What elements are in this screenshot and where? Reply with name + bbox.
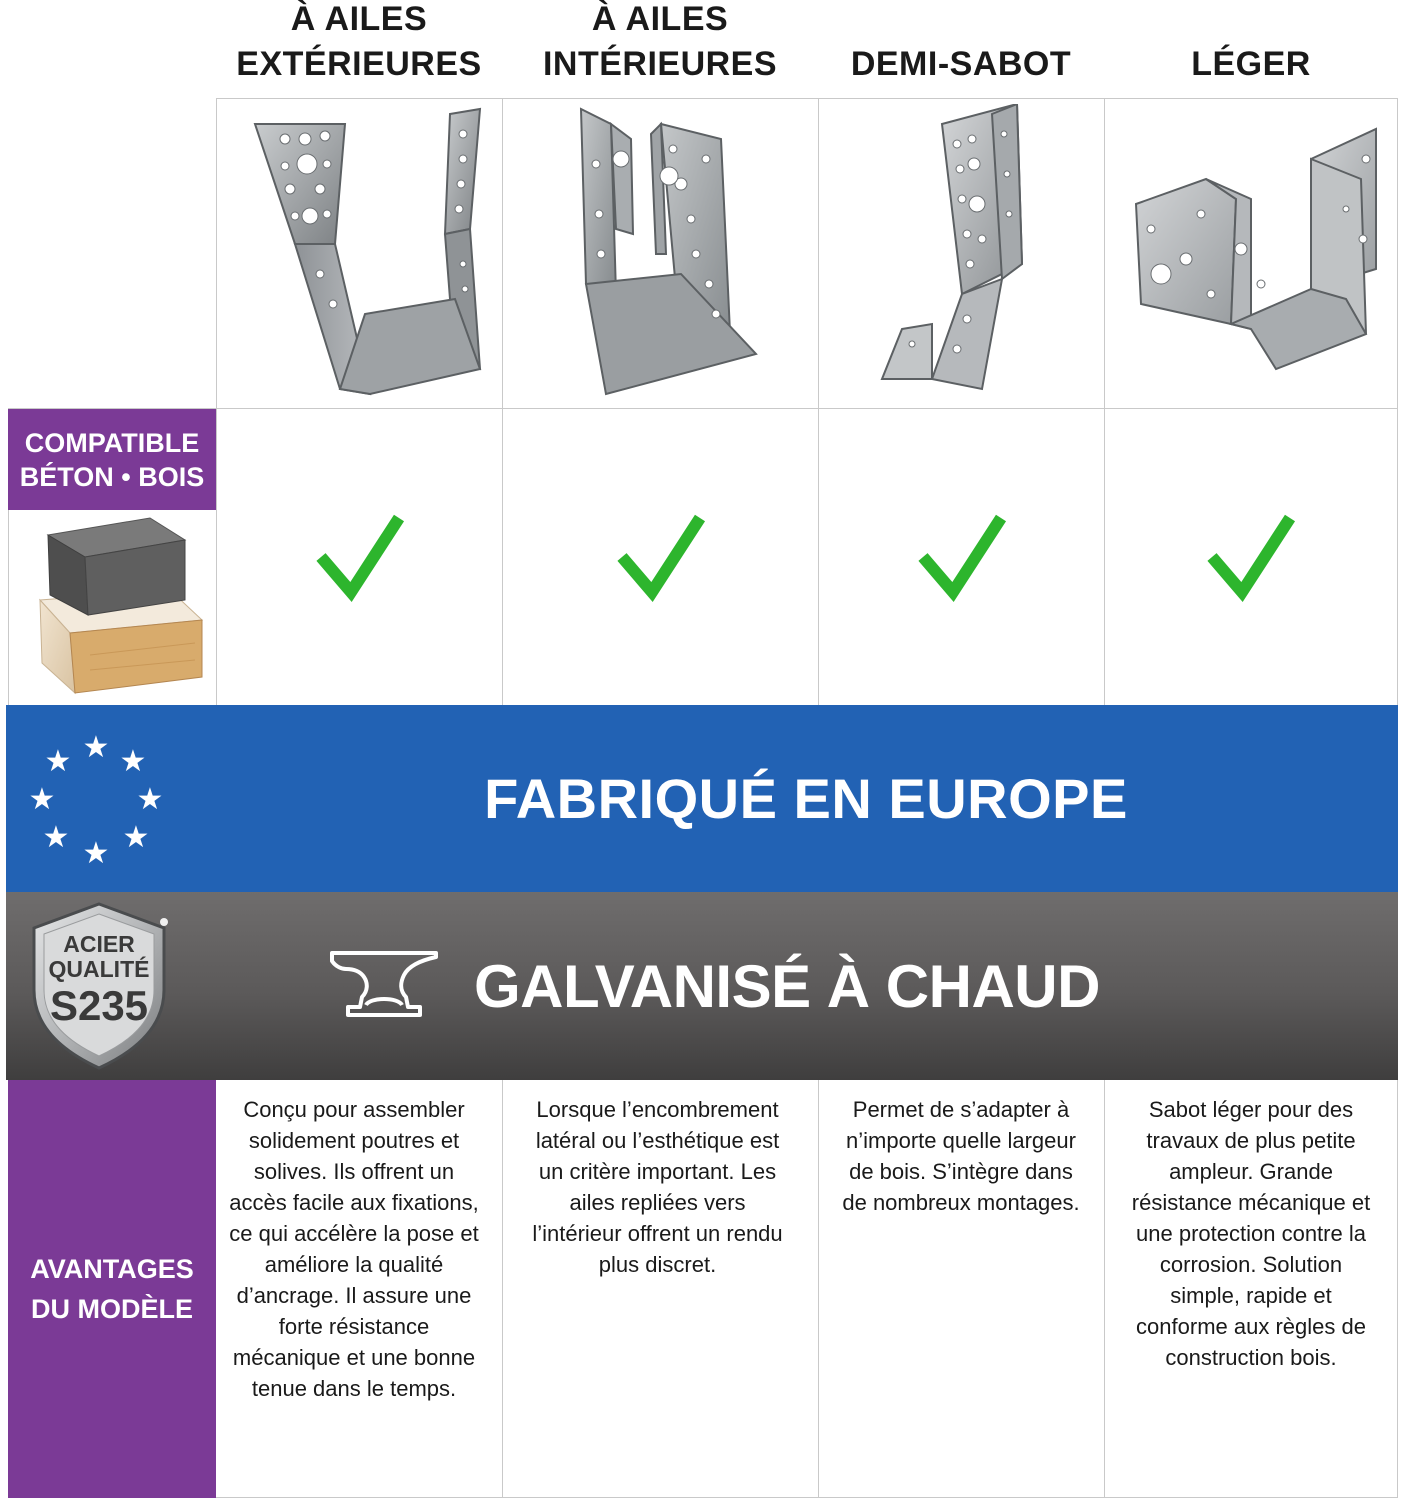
- concrete-and-wood-icon: [30, 515, 210, 700]
- column-header-demi-sabot: [818, 0, 1104, 95]
- check-icon: [1206, 512, 1296, 602]
- check-cell-exterieures: [217, 409, 502, 705]
- column-title: DEMI-SABOT: [850, 45, 1072, 83]
- grid-line: [818, 1080, 819, 1498]
- column-header-exterieures: [216, 0, 502, 95]
- product-image-leger: [1105, 99, 1397, 408]
- check-cell-demi-sabot: [819, 409, 1104, 705]
- check-icon: [917, 512, 1007, 602]
- svg-text:★: ★: [28, 782, 56, 817]
- description-leger: Sabot léger pour des travaux de plus petite ampleur. Grande résistance mécanique et une protection contre la corrosion. Solution simple, rapide et conforme aux règles de construction bois.: [1131, 1097, 1371, 1370]
- galvanise-banner: [6, 892, 1398, 1080]
- check-icon: [616, 512, 706, 602]
- svg-text:★: ★: [122, 820, 150, 855]
- light-hanger-icon: [1121, 119, 1381, 389]
- description-exterieures: Conçu pour assembler solidement poutres et solives. Ils offrent un accès facile aux fixations, ce qui accélère la pose et améliore la qualité d’ancrage. Il assure une forte résistance mécanique et une bonne tenue dans le temps.: [229, 1097, 479, 1401]
- galvanise-title: GALVANISÉ À CHAUD: [474, 952, 1100, 1020]
- description-interieures: Lorsque l’encombrement latéral ou l’esthétique est un critère important. Les ailes repliées vers l’intérieur offrent un rendu plus discret.: [532, 1097, 783, 1277]
- compat-label: [8, 409, 216, 510]
- avantages-line-2: DU MODÈLE: [31, 1294, 193, 1324]
- grid-line: [1397, 1080, 1398, 1498]
- compat-line-2: BÉTON • BOIS: [19, 461, 205, 492]
- avantages-line-1: AVANTAGES: [30, 1254, 194, 1284]
- check-icon: [315, 512, 405, 602]
- svg-text:★: ★: [42, 820, 70, 855]
- avantages-label: [8, 1080, 216, 1498]
- half-hanger-icon: [862, 104, 1062, 404]
- exterior-wing-hanger-icon: [235, 104, 485, 404]
- svg-text:★: ★: [82, 730, 110, 765]
- grid-line: [1397, 98, 1398, 705]
- check-cell-leger: [1105, 409, 1397, 705]
- product-image-exterieures: [217, 99, 502, 408]
- svg-text:★: ★: [136, 782, 164, 817]
- column-title: LÉGER: [1191, 45, 1311, 83]
- grid-line: [1104, 1080, 1105, 1498]
- badge-line-3: S235: [49, 982, 149, 1029]
- badge-line-1: ACIER: [63, 931, 135, 957]
- description-demi-sabot: Permet de s’adapter à n’importe quelle largeur de bois. S’intègre dans de nombreux montages.: [842, 1097, 1080, 1215]
- interior-wing-hanger-icon: [561, 104, 761, 404]
- column-header-interieures: [502, 0, 818, 95]
- eu-stars-icon: [26, 727, 166, 867]
- anvil-icon: [328, 947, 440, 1019]
- product-image-demi-sabot: [819, 99, 1104, 408]
- column-title: À AILES EXTÉRIEURES: [236, 0, 482, 83]
- europe-title: FABRIQUÉ EN EUROPE: [484, 767, 1128, 830]
- product-image-interieures: [503, 99, 818, 408]
- grid-line: [502, 1080, 503, 1498]
- column-title: À AILES INTÉRIEURES: [542, 0, 778, 83]
- compat-line-1: COMPATIBLE: [24, 427, 200, 458]
- svg-text:★: ★: [82, 836, 110, 867]
- column-header-leger: [1104, 0, 1398, 95]
- steel-quality-badge: [24, 900, 174, 1072]
- svg-text:★: ★: [119, 744, 147, 779]
- svg-text:★: ★: [44, 744, 72, 779]
- europe-banner: [6, 705, 1398, 892]
- badge-line-2: QUALITÉ: [48, 956, 150, 982]
- check-cell-interieures: [503, 409, 818, 705]
- grid-line: [216, 1497, 1398, 1498]
